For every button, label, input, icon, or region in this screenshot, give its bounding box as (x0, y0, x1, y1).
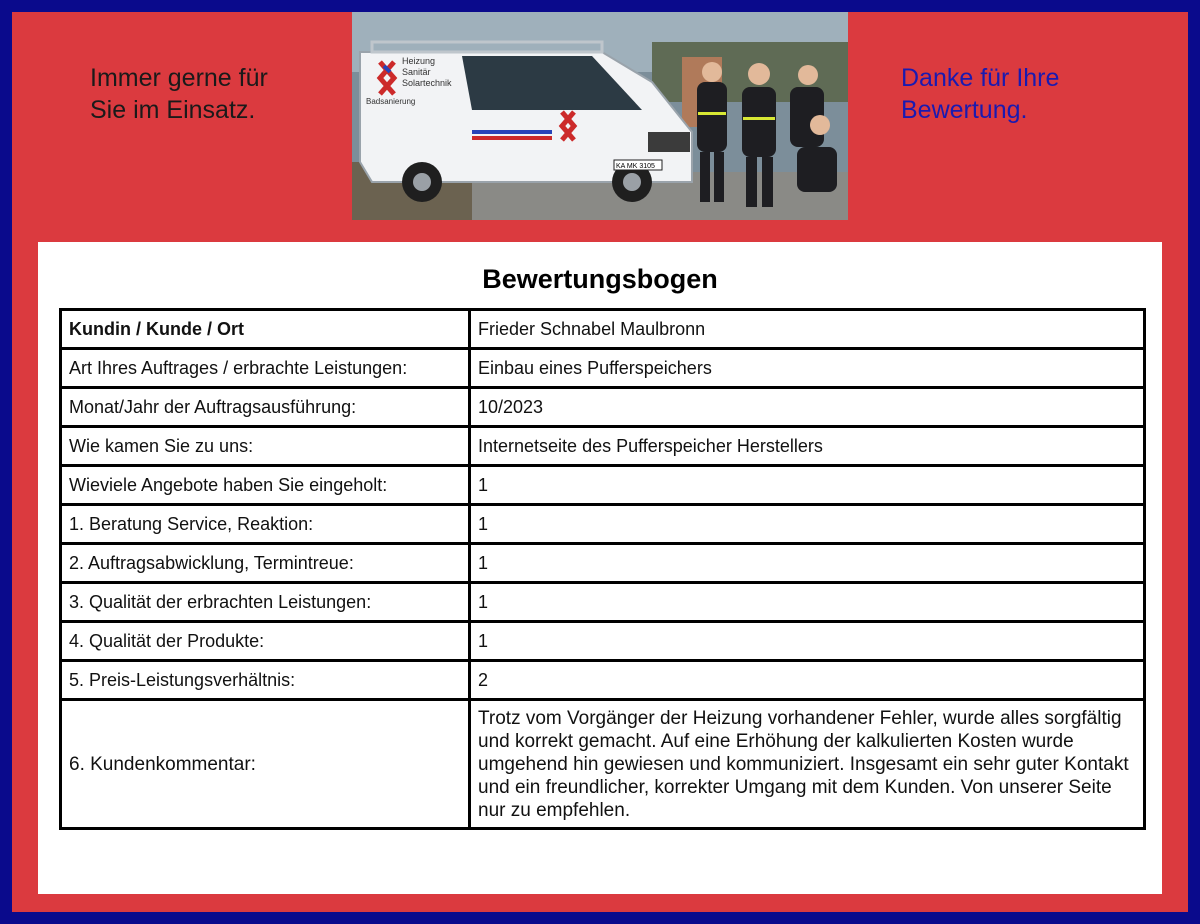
form-title: Bewertungsbogen (482, 264, 718, 294)
table-row (61, 622, 1145, 661)
row-value-price: 2 (470, 661, 1145, 700)
row-value-comment: Trotz vom Vorgänger der Heizung vorhandener Fehler, wurde alles sorgfältig und korrekt gemacht. Auf eine Erhöhung der kalkulierten Kosten wurde umgehend hin gewiesen und kommuniziert. Insgesamt ein sehr guter Kontakt und ein freundlicher, korrekter Umgang mit dem Kunden. Von unserer Seite nur zu empfehlen. (470, 700, 1145, 829)
van-lettering-solar: Solartechnik (402, 78, 452, 88)
row-label-price: 5. Preis-Leistungsverhältnis: (61, 661, 470, 700)
tagline-right: Danke für Ihre Bewertung. (901, 64, 1060, 124)
van-lettering-heizung: Heizung (402, 56, 436, 66)
row-label-date: Monat/Jahr der Auftragsausführung: (61, 388, 470, 427)
row-label-customer: Kundin / Kunde / Ort (61, 310, 470, 349)
row-label-offers: Wieviele Angebote haben Sie eingeholt: (61, 466, 470, 505)
row-label-quality-service: 3. Qualität der erbrachten Leistungen: (61, 583, 470, 622)
table-row (61, 388, 1145, 427)
row-label-processing: 2. Auftragsabwicklung, Termintreue: (61, 544, 470, 583)
row-label-comment: 6. Kundenkommentar: (61, 700, 470, 829)
table-row (61, 505, 1145, 544)
rating-table (59, 308, 1146, 830)
team-van-photo (352, 12, 848, 220)
van-lettering-bad: Badsanierung (366, 97, 416, 106)
row-label-quality-products: 4. Qualität der Produkte: (61, 622, 470, 661)
van-lettering-sanitaer: Sanitär (402, 67, 431, 77)
table-row (61, 544, 1145, 583)
row-value-service-type: Einbau eines Pufferspeichers (470, 349, 1145, 388)
row-value-offers: 1 (470, 466, 1145, 505)
tagline-left: Immer gerne für Sie im Einsatz. (90, 64, 268, 124)
row-label-source: Wie kamen Sie zu uns: (61, 427, 470, 466)
row-value-consulting: 1 (470, 505, 1145, 544)
row-value-processing: 1 (470, 544, 1145, 583)
row-label-consulting: 1. Beratung Service, Reaktion: (61, 505, 470, 544)
table-row (61, 427, 1145, 466)
row-value-quality-products: 1 (470, 622, 1145, 661)
table-row (61, 349, 1145, 388)
row-value-customer: Frieder Schnabel Maulbronn (470, 310, 1145, 349)
table-row (61, 700, 1145, 829)
row-value-quality-service: 1 (470, 583, 1145, 622)
row-value-source: Internetseite des Pufferspeicher Herstellers (470, 427, 1145, 466)
table-row (61, 583, 1145, 622)
row-label-service-type: Art Ihres Auftrages / erbrachte Leistungen: (61, 349, 470, 388)
table-row (61, 310, 1145, 349)
license-plate-text: KA MK 3105 (616, 163, 655, 170)
table-row (61, 661, 1145, 700)
table-row (61, 466, 1145, 505)
row-value-date: 10/2023 (470, 388, 1145, 427)
